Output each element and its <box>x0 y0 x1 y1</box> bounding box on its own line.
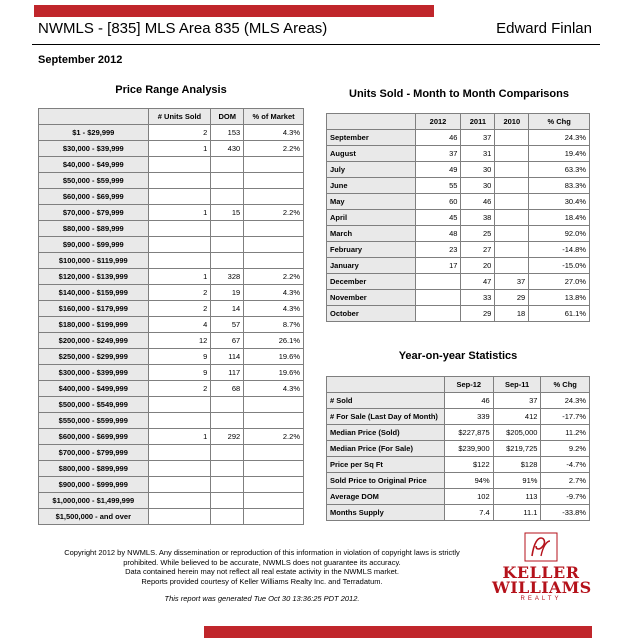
price-range-row <box>39 301 304 317</box>
units-sold-header-row <box>327 114 590 130</box>
dom-value: 14 <box>211 301 244 317</box>
col-sep-12: Sep-12 <box>444 377 493 393</box>
pct-market-value: 26.1% <box>244 333 304 349</box>
month-label: September <box>327 130 416 146</box>
price-range-label: $250,000 - $299,999 <box>39 349 149 365</box>
yoy-row <box>327 393 590 409</box>
yoy-pct-change-value: 2.7% <box>541 473 590 489</box>
units-sold-row <box>327 130 590 146</box>
price-range-row <box>39 349 304 365</box>
pct-market-value <box>244 173 304 189</box>
units-2012-value <box>415 274 461 290</box>
price-range-label: $900,000 - $999,999 <box>39 477 149 493</box>
units-2010-value: 18 <box>495 306 529 322</box>
logo-keller: KELLER <box>502 563 580 582</box>
price-range-row <box>39 381 304 397</box>
units-sold-value: 9 <box>148 349 211 365</box>
units-pct-change-value: 30.4% <box>529 194 590 210</box>
yoy-title: Year-on-year Statistics <box>398 350 518 362</box>
units-2011-value: 30 <box>461 178 495 194</box>
col-yoy-pct-change: % Chg <box>541 377 590 393</box>
yoy-table <box>326 376 590 521</box>
yoy-stat-label: Price per Sq Ft <box>327 457 445 473</box>
dom-value <box>211 461 244 477</box>
price-range-label: $100,000 - $119,999 <box>39 253 149 269</box>
units-pct-change-value: -14.8% <box>529 242 590 258</box>
units-pct-change-value: 24.3% <box>529 130 590 146</box>
price-range-label: $300,000 - $399,999 <box>39 365 149 381</box>
agent-name: Edward Finlan <box>496 20 592 37</box>
units-sold-value <box>148 397 211 413</box>
units-2010-value: 37 <box>495 274 529 290</box>
month-label: January <box>327 258 416 274</box>
yoy-stat-label: # For Sale (Last Day of Month) <box>327 409 445 425</box>
units-sold-value <box>148 477 211 493</box>
yoy-stat-label: Months Supply <box>327 505 445 521</box>
units-sold-value <box>148 413 211 429</box>
pct-market-value: 4.3% <box>244 285 304 301</box>
price-range-label: $160,000 - $179,999 <box>39 301 149 317</box>
yoy-sep-12-value: 339 <box>444 409 493 425</box>
yoy-sep-11-value: 91% <box>493 473 541 489</box>
pct-market-value <box>244 397 304 413</box>
price-range-label: $40,000 - $49,999 <box>39 157 149 173</box>
price-range-row <box>39 157 304 173</box>
dom-value <box>211 493 244 509</box>
bottom-red-bar <box>204 626 592 638</box>
units-2012-value: 49 <box>415 162 461 178</box>
units-pct-change-value: 63.3% <box>529 162 590 178</box>
price-range-row <box>39 365 304 381</box>
month-label: June <box>327 178 416 194</box>
price-range-label: $80,000 - $89,999 <box>39 221 149 237</box>
col-pct-market: % of Market <box>244 109 304 125</box>
units-sold-row <box>327 274 590 290</box>
units-sold-value <box>148 189 211 205</box>
yoy-sep-11-value: $205,000 <box>493 425 541 441</box>
price-range-row <box>39 445 304 461</box>
header-divider <box>32 44 600 45</box>
dom-value: 68 <box>211 381 244 397</box>
price-range-row <box>39 237 304 253</box>
pct-market-value <box>244 413 304 429</box>
pct-market-value: 2.2% <box>244 429 304 445</box>
col-units-sold: # Units Sold <box>148 109 211 125</box>
pct-market-value <box>244 221 304 237</box>
logo-realty: REALTY <box>520 596 562 602</box>
units-sold-row <box>327 178 590 194</box>
units-sold-title: Units Sold - Month to Month Comparisons <box>349 88 569 100</box>
yoy-sep-11-value: 37 <box>493 393 541 409</box>
yoy-stat-label: Median Price (Sold) <box>327 425 445 441</box>
copyright-notice <box>38 548 486 586</box>
price-range-row <box>39 509 304 525</box>
units-2010-value: 29 <box>495 290 529 306</box>
units-2012-value: 17 <box>415 258 461 274</box>
dom-value <box>211 253 244 269</box>
pct-market-value: 4.3% <box>244 301 304 317</box>
dom-value: 114 <box>211 349 244 365</box>
units-2011-value: 29 <box>461 306 495 322</box>
units-sold-row <box>327 210 590 226</box>
units-sold-row <box>327 306 590 322</box>
month-label: November <box>327 290 416 306</box>
dom-value <box>211 157 244 173</box>
price-range-row <box>39 477 304 493</box>
units-2012-value: 46 <box>415 130 461 146</box>
units-sold-value <box>148 157 211 173</box>
price-range-header-row <box>39 109 304 125</box>
units-2010-value <box>495 162 529 178</box>
units-sold-row <box>327 162 590 178</box>
yoy-pct-change-value: 24.3% <box>541 393 590 409</box>
yoy-sep-12-value: 94% <box>444 473 493 489</box>
pct-market-value: 19.6% <box>244 349 304 365</box>
yoy-sep-11-value: $128 <box>493 457 541 473</box>
units-sold-row <box>327 146 590 162</box>
price-range-label: $120,000 - $139,999 <box>39 269 149 285</box>
col-2011: 2011 <box>461 114 495 130</box>
units-sold-row <box>327 242 590 258</box>
yoy-pct-change-value: -33.8% <box>541 505 590 521</box>
month-label: April <box>327 210 416 226</box>
units-2011-value: 38 <box>461 210 495 226</box>
units-sold-value <box>148 221 211 237</box>
units-sold-row <box>327 194 590 210</box>
units-sold-row <box>327 258 590 274</box>
month-label: October <box>327 306 416 322</box>
units-2010-value <box>495 210 529 226</box>
price-range-label: $70,000 - $79,999 <box>39 205 149 221</box>
yoy-sep-11-value: $219,725 <box>493 441 541 457</box>
dom-value <box>211 413 244 429</box>
price-range-row <box>39 429 304 445</box>
dom-value: 57 <box>211 317 244 333</box>
price-range-label: $600,000 - $699,999 <box>39 429 149 445</box>
units-pct-change-value: 13.8% <box>529 290 590 306</box>
yoy-row <box>327 409 590 425</box>
copyright-line-3: Data contained herein may not reflect all real estate activity in the NWMLS market. <box>125 567 399 576</box>
units-sold-value <box>148 445 211 461</box>
units-2011-value: 46 <box>461 194 495 210</box>
yoy-row <box>327 457 590 473</box>
price-range-row <box>39 173 304 189</box>
units-2010-value <box>495 226 529 242</box>
logo-williams: WILLIAMS <box>492 578 592 597</box>
units-2010-value <box>495 242 529 258</box>
units-2012-value: 60 <box>415 194 461 210</box>
month-label: August <box>327 146 416 162</box>
price-range-label: $50,000 - $59,999 <box>39 173 149 189</box>
yoy-sep-11-value: 113 <box>493 489 541 505</box>
units-sold-value: 12 <box>148 333 211 349</box>
price-range-label: $400,000 - $499,999 <box>39 381 149 397</box>
units-2011-value: 30 <box>461 162 495 178</box>
col-pct-change: % Chg <box>529 114 590 130</box>
price-range-row <box>39 461 304 477</box>
dom-value <box>211 477 244 493</box>
price-range-row <box>39 493 304 509</box>
yoy-sep-12-value: 46 <box>444 393 493 409</box>
units-pct-change-value: 19.4% <box>529 146 590 162</box>
pct-market-value <box>244 445 304 461</box>
price-range-title: Price Range Analysis <box>115 84 227 96</box>
dom-value <box>211 221 244 237</box>
dom-value: 15 <box>211 205 244 221</box>
yoy-row <box>327 473 590 489</box>
units-2011-value: 37 <box>461 130 495 146</box>
yoy-pct-change-value: -9.7% <box>541 489 590 505</box>
units-2011-value: 27 <box>461 242 495 258</box>
dom-value <box>211 397 244 413</box>
yoy-sep-12-value: $227,875 <box>444 425 493 441</box>
month-label: March <box>327 226 416 242</box>
pct-market-value: 4.3% <box>244 125 304 141</box>
pct-market-value: 8.7% <box>244 317 304 333</box>
price-range-row <box>39 269 304 285</box>
units-sold-value: 1 <box>148 429 211 445</box>
price-range-row <box>39 285 304 301</box>
price-range-label: $1,500,000 - and over <box>39 509 149 525</box>
yoy-stat-label: # Sold <box>327 393 445 409</box>
price-range-row <box>39 333 304 349</box>
units-2010-value <box>495 178 529 194</box>
pct-market-value: 4.3% <box>244 381 304 397</box>
units-sold-value: 2 <box>148 301 211 317</box>
dom-value: 19 <box>211 285 244 301</box>
month-label: May <box>327 194 416 210</box>
yoy-pct-change-value: -4.7% <box>541 457 590 473</box>
price-range-row <box>39 413 304 429</box>
price-range-label: $90,000 - $99,999 <box>39 237 149 253</box>
keller-williams-emblem-icon <box>524 532 558 562</box>
yoy-sep-12-value: 102 <box>444 489 493 505</box>
units-pct-change-value: -15.0% <box>529 258 590 274</box>
units-sold-value: 4 <box>148 317 211 333</box>
yoy-stat-label: Average DOM <box>327 489 445 505</box>
dom-value: 430 <box>211 141 244 157</box>
units-2012-value: 37 <box>415 146 461 162</box>
yoy-sep-12-value: $122 <box>444 457 493 473</box>
price-range-label: $700,000 - $799,999 <box>39 445 149 461</box>
price-range-label: $1 - $29,999 <box>39 125 149 141</box>
col-dom: DOM <box>211 109 244 125</box>
yoy-pct-change-value: 11.2% <box>541 425 590 441</box>
yoy-sep-12-value: $239,900 <box>444 441 493 457</box>
price-range-row <box>39 189 304 205</box>
yoy-pct-change-value: 9.2% <box>541 441 590 457</box>
units-sold-value: 2 <box>148 381 211 397</box>
units-2011-value: 33 <box>461 290 495 306</box>
yoy-sep-11-value: 412 <box>493 409 541 425</box>
pct-market-value: 2.2% <box>244 141 304 157</box>
copyright-line-4: Reports provided courtesy of Keller Williams Realty Inc. and Terradatum. <box>141 576 383 586</box>
units-sold-corner <box>327 114 416 130</box>
price-range-label: $200,000 - $249,999 <box>39 333 149 349</box>
units-pct-change-value: 18.4% <box>529 210 590 226</box>
pct-market-value <box>244 253 304 269</box>
yoy-sep-12-value: 7.4 <box>444 505 493 521</box>
units-2012-value <box>415 290 461 306</box>
units-sold-value: 9 <box>148 365 211 381</box>
units-2011-value: 31 <box>461 146 495 162</box>
units-sold-value: 1 <box>148 141 211 157</box>
col-2010: 2010 <box>495 114 529 130</box>
copyright-line-1: Copyright 2012 by NWMLS. Any dissemination or reproduction of this information in violation of copyright laws is strictly <box>64 548 460 557</box>
units-sold-value <box>148 493 211 509</box>
pct-market-value: 2.2% <box>244 205 304 221</box>
price-range-row <box>39 317 304 333</box>
units-2010-value <box>495 194 529 210</box>
price-range-label: $30,000 - $39,999 <box>39 141 149 157</box>
units-2010-value <box>495 258 529 274</box>
dom-value: 328 <box>211 269 244 285</box>
units-2012-value: 45 <box>415 210 461 226</box>
units-pct-change-value: 61.1% <box>529 306 590 322</box>
price-range-row <box>39 141 304 157</box>
yoy-header-row <box>327 377 590 393</box>
yoy-sep-11-value: 11.1 <box>493 505 541 521</box>
dom-value: 153 <box>211 125 244 141</box>
pct-market-value <box>244 493 304 509</box>
dom-value: 292 <box>211 429 244 445</box>
price-range-label: $140,000 - $159,999 <box>39 285 149 301</box>
price-range-label: $500,000 - $549,999 <box>39 397 149 413</box>
units-sold-value <box>148 509 211 525</box>
price-range-row <box>39 221 304 237</box>
dom-value <box>211 237 244 253</box>
pct-market-value <box>244 189 304 205</box>
copyright-line-2: prohibited. While believed to be accurate, NWMLS does not guarantee its accuracy. <box>123 557 401 567</box>
month-label: July <box>327 162 416 178</box>
units-pct-change-value: 92.0% <box>529 226 590 242</box>
units-2010-value <box>495 146 529 162</box>
units-sold-value <box>148 253 211 269</box>
pct-market-value: 19.6% <box>244 365 304 381</box>
units-sold-value <box>148 237 211 253</box>
col-sep-11: Sep-11 <box>493 377 541 393</box>
price-range-row <box>39 253 304 269</box>
units-2012-value: 23 <box>415 242 461 258</box>
yoy-row <box>327 505 590 521</box>
dom-value: 117 <box>211 365 244 381</box>
price-range-label: $60,000 - $69,999 <box>39 189 149 205</box>
pct-market-value <box>244 157 304 173</box>
pct-market-value <box>244 461 304 477</box>
units-sold-table <box>326 113 590 322</box>
yoy-row <box>327 489 590 505</box>
month-label: December <box>327 274 416 290</box>
units-sold-value <box>148 173 211 189</box>
units-2010-value <box>495 130 529 146</box>
price-range-row <box>39 205 304 221</box>
yoy-row <box>327 425 590 441</box>
dom-value <box>211 189 244 205</box>
price-range-label: $550,000 - $599,999 <box>39 413 149 429</box>
dom-value <box>211 509 244 525</box>
units-2012-value <box>415 306 461 322</box>
yoy-stat-label: Sold Price to Original Price <box>327 473 445 489</box>
yoy-pct-change-value: -17.7% <box>541 409 590 425</box>
units-sold-row <box>327 226 590 242</box>
report-title: NWMLS - [835] MLS Area 835 (MLS Areas) <box>38 20 328 37</box>
month-label: February <box>327 242 416 258</box>
report-month: September 2012 <box>38 54 123 66</box>
units-2012-value: 55 <box>415 178 461 194</box>
units-2012-value: 48 <box>415 226 461 242</box>
units-sold-value: 1 <box>148 269 211 285</box>
units-2011-value: 47 <box>461 274 495 290</box>
dom-value <box>211 173 244 189</box>
units-2011-value: 25 <box>461 226 495 242</box>
price-range-label: $180,000 - $199,999 <box>39 317 149 333</box>
units-pct-change-value: 27.0% <box>529 274 590 290</box>
dom-value <box>211 445 244 461</box>
units-sold-value: 2 <box>148 285 211 301</box>
price-range-corner <box>39 109 149 125</box>
units-sold-value <box>148 461 211 477</box>
pct-market-value <box>244 237 304 253</box>
yoy-corner <box>327 377 445 393</box>
top-red-bar <box>34 5 434 17</box>
units-sold-value: 2 <box>148 125 211 141</box>
col-2012: 2012 <box>415 114 461 130</box>
yoy-stat-label: Median Price (For Sale) <box>327 441 445 457</box>
dom-value: 67 <box>211 333 244 349</box>
pct-market-value: 2.2% <box>244 269 304 285</box>
units-sold-value: 1 <box>148 205 211 221</box>
units-sold-row <box>327 290 590 306</box>
price-range-row <box>39 125 304 141</box>
units-pct-change-value: 83.3% <box>529 178 590 194</box>
price-range-label: $800,000 - $899,999 <box>39 461 149 477</box>
price-range-label: $1,000,000 - $1,499,999 <box>39 493 149 509</box>
generated-timestamp: This report was generated Tue Oct 30 13:36:25 PDT 2012. <box>164 594 360 603</box>
yoy-row <box>327 441 590 457</box>
units-2011-value: 20 <box>461 258 495 274</box>
price-range-row <box>39 397 304 413</box>
price-range-table <box>38 108 304 525</box>
pct-market-value <box>244 509 304 525</box>
pct-market-value <box>244 477 304 493</box>
